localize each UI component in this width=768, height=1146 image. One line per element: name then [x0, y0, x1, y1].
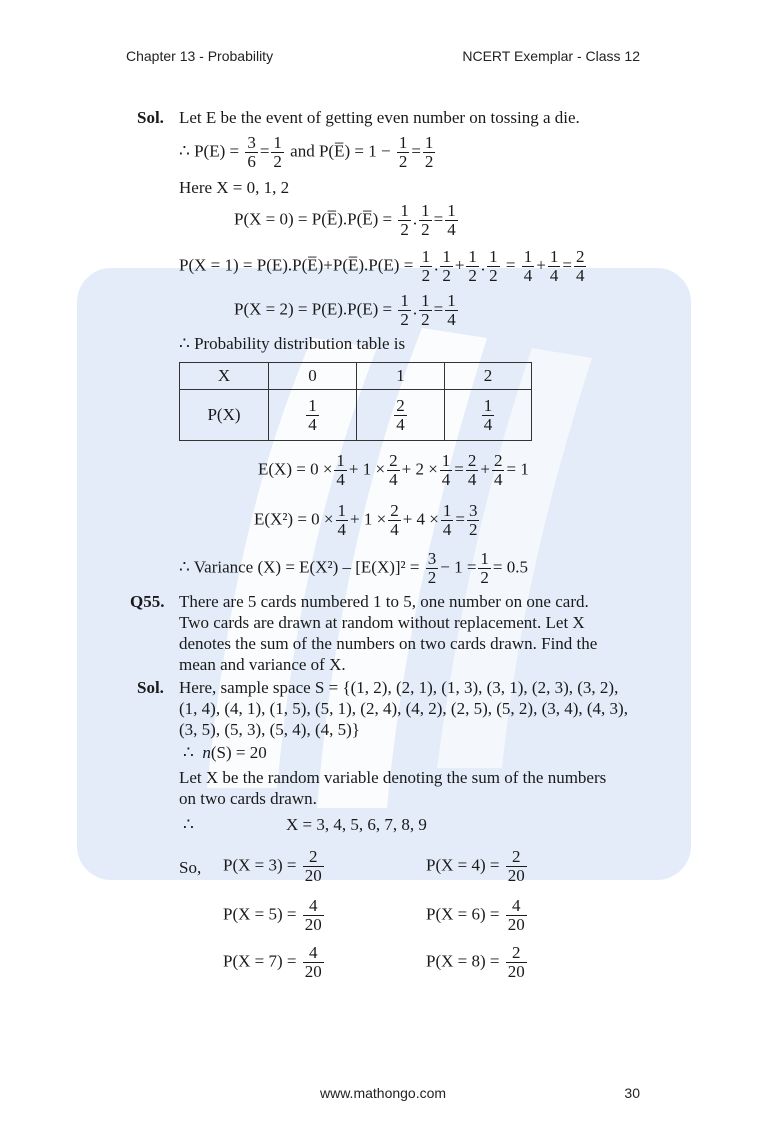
fraction: $\frac{1}{2}$ [442, 247, 451, 285]
probability-distribution-table [179, 362, 532, 441]
fraction: $\frac{1}{4}$ [442, 501, 452, 539]
book-title: NCERT Exemplar - Class 12 [462, 48, 640, 64]
table-cell: 1 [357, 363, 445, 390]
table-intro: ∴ Probability distribution table is [179, 334, 406, 353]
table-cell: P(X) [180, 390, 269, 441]
fraction: $\frac{2}{4}$ [389, 451, 398, 489]
fraction: $\frac{1}{2}$ [400, 201, 409, 239]
px0-equation: P(X = 0) = P(E̅).P(E̅) = $\frac{1}{2}$ . $\frac{1}{2}$ = $\frac{1}{4}$ [234, 201, 456, 239]
sample-space-line: (3, 5), (5, 3), (5, 4), (4, 5)} [179, 720, 360, 739]
probability-equation: P(X = 7) = $\frac{4}{20}$ [223, 943, 322, 981]
table-cell: 0 [269, 363, 357, 390]
random-variable-line: on two cards drawn. [179, 789, 317, 808]
solution-intro: Let E be the event of getting even number on tossing a die. [179, 108, 580, 127]
fraction: $\frac{1}{2}$ [480, 549, 489, 587]
fraction: $\frac{1}{2}$ [421, 247, 431, 285]
fraction: $\frac{1}{2}$ [398, 133, 408, 171]
fraction: $\frac{2}{20}$ [304, 847, 322, 885]
question-line: denotes the sum of the numbers on two cards drawn. Find the [179, 634, 598, 653]
sample-space-line: Here, sample space S = {(1, 2), (2, 1), (1, 3), (3, 1), (2, 3), (3, 2), [179, 678, 619, 697]
fraction: $\frac{3}{2}$ [468, 501, 478, 539]
question-line: mean and variance of X. [179, 655, 346, 674]
fraction: $\frac{2}{20}$ [507, 847, 525, 885]
probability-equation: P(X = 5) = $\frac{4}{20}$ [223, 896, 322, 934]
table-cell [269, 390, 357, 441]
question-line: Two cards are drawn at random without replacement. Let X [179, 613, 585, 632]
so-label: So, [179, 858, 202, 877]
probability-equation: P(X = 3) = $\frac{2}{20}$ [223, 847, 322, 885]
fraction: $\frac{1}{4}$ [337, 501, 347, 539]
fraction: $\frac{1}{2}$ [468, 247, 477, 285]
solution-label: Sol. [137, 678, 164, 697]
fraction: $\frac{1}{2}$ [421, 201, 430, 239]
fraction: $\frac{2}{4}$ [467, 451, 477, 489]
website-footer: www.mathongo.com [320, 1085, 447, 1101]
solution-label: Sol. [137, 108, 164, 127]
fraction: $\frac{1}{2}$ [421, 291, 430, 329]
table-row [180, 390, 532, 441]
fraction: $\frac{1}{4}$ [336, 451, 345, 489]
fraction: $\frac{4}{20}$ [304, 943, 322, 981]
random-variable-line: Let X be the random variable denoting the sum of the numbers [179, 768, 607, 787]
fraction: $\frac{1}{2}$ [424, 133, 434, 171]
fraction: $\frac{2}{4}$ [493, 451, 503, 489]
fraction: $\frac{1}{4}$ [549, 247, 559, 285]
fraction: $\frac{2}{4}$ [390, 501, 399, 539]
fraction: $\frac{3}{2}$ [427, 549, 437, 587]
x-values-line: Here X = 0, 1, 2 [179, 178, 290, 197]
sample-space-line: (1, 4), (4, 1), (1, 5), (5, 1), (2, 4), (4, 2), (2, 5), (5, 2), (3, 4), (4, 3), [179, 699, 628, 718]
fraction: $\frac{1}{4}$ [447, 291, 456, 329]
probability-equation: P(X = 4) = $\frac{2}{20}$ [426, 847, 525, 885]
fraction: $\frac{1}{4}$ [308, 395, 317, 434]
fraction: $\frac{1}{2}$ [273, 133, 282, 171]
table-cell: 2 [445, 363, 532, 390]
probability-equation: P(X = 6) = $\frac{4}{20}$ [426, 896, 525, 934]
fraction: $\frac{1}{2}$ [489, 247, 498, 285]
therefore-symbol: ∴ [179, 141, 190, 161]
question-line: There are 5 cards numbered 1 to 5, one number on one card. [179, 592, 589, 611]
fraction: $\frac{2}{4}$ [575, 247, 585, 285]
expectation-x-squared-equation: E(X²) = 0 × $\frac{1}{4}$ + 1 × $\frac{2}{4}$ + 4 × $\frac{1}{4}$ = $\frac{3}{2}$ [254, 501, 478, 539]
sample-count-line: ∴ n(S) = 20 [183, 743, 267, 762]
page-number: 30 [624, 1085, 640, 1101]
fraction: $\frac{2}{4}$ [396, 395, 405, 434]
question-label: Q55. [130, 592, 165, 611]
fraction: $\frac{4}{20}$ [304, 896, 322, 934]
expectation-equation: E(X) = 0 × $\frac{1}{4}$ + 1 × $\frac{2}{4}$ + 2 × $\frac{1}{4}$ = $\frac{2}{4}$ + $\frac{2}{4}$ = 1 [258, 451, 529, 489]
table-cell [357, 390, 445, 441]
table-cell: X [180, 363, 269, 390]
variance-equation: ∴ Variance (X) = E(X²) – [E(X)]² = $\frac{3}{2}$ − 1 = $\frac{1}{2}$ = 0.5 [179, 549, 529, 587]
table-cell [445, 390, 532, 441]
table-header-row [180, 363, 532, 390]
px2-equation: P(X = 2) = P(E).P(E) = $\frac{1}{2}$ . $\frac{1}{2}$ = $\frac{1}{4}$ [234, 291, 456, 329]
fraction: $\frac{3}{6}$ [247, 133, 256, 171]
x-range-line: ∴ [183, 815, 194, 834]
fraction: $\frac{1}{2}$ [400, 291, 409, 329]
fraction: $\frac{4}{20}$ [507, 896, 525, 934]
probability-equation: P(X = 8) = $\frac{2}{20}$ [426, 943, 525, 981]
px1-equation: P(X = 1) = P(E).P(E̅)+P(E̅).P(E) = $\frac{1}{2}$ . $\frac{1}{2}$ + $\frac{1}{2}$ . $\frac{1}{2}$ = $\frac{1}{4}$ + $\frac{1}{4}$ = $\frac{2}{4}$ [179, 247, 585, 285]
fraction: $\frac{2}{20}$ [507, 943, 525, 981]
pe-equation: ∴ P(E) = $\frac{3}{6}$ = $\frac{1}{2}$ and P(E̅) = 1 − $\frac{1}{2}$ = $\frac{1}{2}$ [179, 133, 434, 171]
chapter-title: Chapter 13 - Probability [126, 48, 274, 64]
fraction: $\frac{1}{4}$ [523, 247, 533, 285]
fraction: $\frac{1}{4}$ [447, 201, 456, 239]
fraction: $\frac{1}{4}$ [483, 395, 493, 434]
fraction: $\frac{1}{4}$ [441, 451, 451, 489]
x-range-values: X = 3, 4, 5, 6, 7, 8, 9 [286, 815, 427, 834]
